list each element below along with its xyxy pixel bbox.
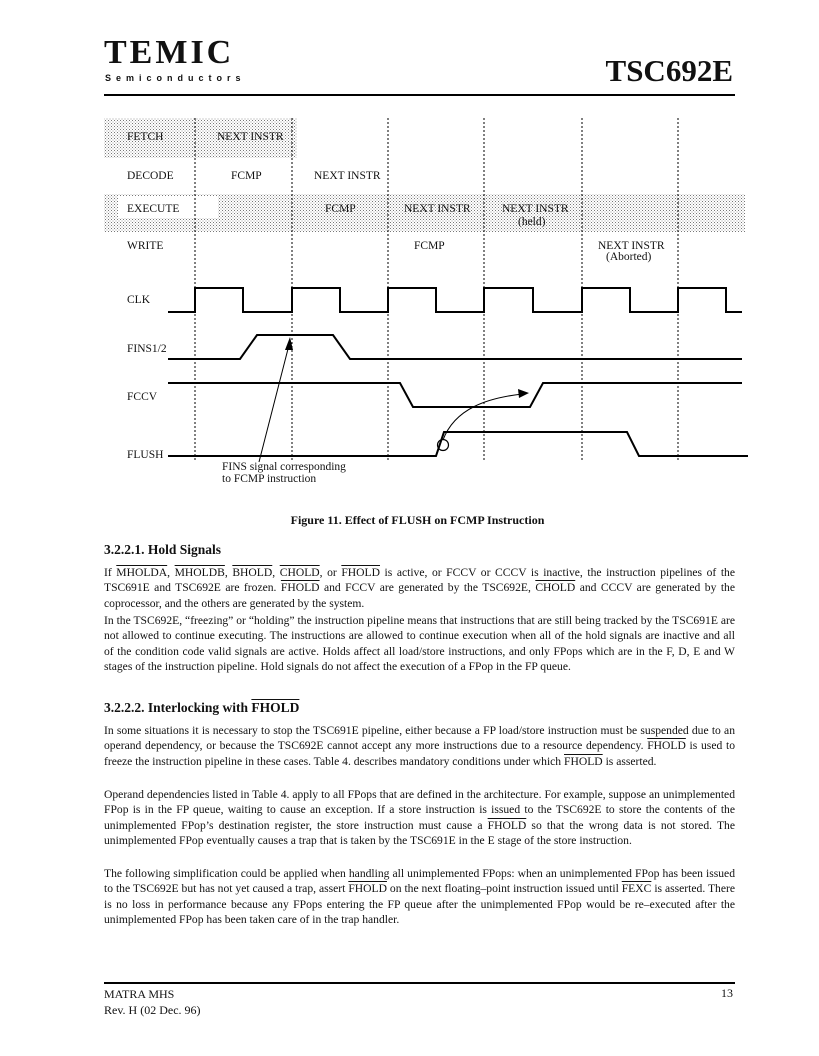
fccv-waveform-high — [168, 383, 742, 407]
execute-cell-1: FCMP — [325, 203, 356, 215]
footer-rule — [104, 982, 735, 984]
figure-caption: Figure 11. Effect of FLUSH on FCMP Instruction — [290, 513, 545, 527]
row-label-decode: DECODE — [127, 170, 174, 182]
signal-fhold: FHOLD — [251, 700, 300, 715]
write-cell-2-note: (Aborted) — [606, 251, 652, 263]
signal-label-fins: FINS1/2 — [127, 343, 167, 355]
signal-mholda: MHOLDA — [116, 566, 168, 579]
page-number: 13 — [721, 986, 733, 1000]
execute-cell-3: NEXT INSTR — [502, 203, 569, 215]
write-cell-2: NEXT INSTR — [598, 240, 665, 252]
clk-waveform — [168, 288, 742, 312]
row-label-write: WRITE — [127, 240, 164, 252]
fins-waveform — [168, 335, 742, 359]
annotation-arrow — [259, 345, 289, 462]
signal-label-fccv: FCCV — [127, 391, 158, 403]
company-logo-subtitle: Semiconductors — [105, 73, 246, 83]
signal-fhold: FHOLD — [280, 581, 320, 595]
signal-label-flush: FLUSH — [127, 449, 164, 461]
row-label-fetch: FETCH — [127, 131, 164, 143]
section-heading-hold-signals: 3.2.2.1. Hold Signals — [104, 542, 222, 557]
paragraph-interlock-1: In some situations it is necessary to stop the TSC691E pipeline, either because a FP load/store instruction must be suspended due to an operand dependency, or because the TSC692E cannot accept any more instructions due to a resource dependency. FHOLD is used to freeze the instruction pipeline in these cases. Table 4. describes mandatory conditions under which FHOLD is asserted. — [104, 724, 735, 768]
document-id: TSC692E — [605, 53, 733, 88]
section-heading-interlocking: 3.2.2.2. Interlocking with FHOLD — [104, 700, 300, 715]
execute-cell-3-note: (held) — [518, 216, 546, 228]
signal-bhold: BHOLD — [232, 566, 273, 579]
flush-waveform — [168, 432, 748, 456]
causality-arrow — [443, 394, 522, 440]
signal-fhold: FHOLD — [647, 739, 686, 753]
arrowhead — [518, 389, 529, 398]
signal-chold: CHOLD — [279, 566, 320, 579]
footer-revision: Rev. H (02 Dec. 96) — [104, 1003, 201, 1017]
execute-cell-2: NEXT INSTR — [404, 203, 471, 215]
signal-fhold: FHOLD — [487, 818, 527, 832]
company-logo: TEMIC — [104, 34, 235, 71]
signal-fhold: FHOLD — [564, 754, 603, 768]
paragraph-hold-1: If MHOLDA, MHOLDB, BHOLD, CHOLD, or FHOLD is active, or FCCV or CCCV is inactive, the instruction pipelines of the TSC691E and TSC692E are frozen. FHOLD and FCCV are generated by the TSC692E, CHOLD and CCCV are generated by the coprocessor, and the others are generated by the system. — [104, 566, 735, 610]
signal-fexc: FEXC — [621, 882, 652, 896]
signal-fhold: FHOLD — [341, 566, 380, 579]
signal-label-clk: CLK — [127, 294, 150, 306]
decode-cell-1: FCMP — [231, 170, 262, 182]
signal-fhold: FHOLD — [348, 882, 387, 896]
paragraph-interlock-2: Operand dependencies listed in Table 4. apply to all FPops that are defined in the architecture. For example, suppose an unimplemented FPop is in the FP queue, waiting to cause an exception. If a store instruction is issued to the TSC692E to store the contents of the unimplemented FPop’s destination register, the store instruction must cause a FHOLD so that the wrong data is not stored. The unimplemented FPop eventually causes a trap that is taken by the TSC691E in the E stage of the store instruction. — [104, 788, 735, 847]
annotation-line-2: to FCMP instruction — [222, 473, 317, 485]
paragraph-interlock-3: The following simplification could be applied when handling all unimplemented FPops: when an unimplemented FPop has been issued to the TSC692E but has not yet caused a trap, assert FHOLD on the next floating–point instruction issued until FEXC is asserted. There is no loss in performance because any FPops entering the FP queue after the unimplemented FPop would be re–executed after the unimplemented FPop has been taken care of in the trap handler. — [104, 867, 735, 926]
signal-mholdb: MHOLDB — [174, 566, 225, 579]
footer-company: MATRA MHS — [104, 987, 175, 1001]
row-label-execute: EXECUTE — [127, 203, 180, 215]
signal-chold: CHOLD — [535, 581, 576, 595]
timing-diagram — [0, 0, 819, 500]
annotation-line-1: FINS signal corresponding — [222, 461, 346, 473]
write-cell-1: FCMP — [414, 240, 445, 252]
paragraph-hold-2: In the TSC692E, “freezing” or “holding” the instruction pipeline means that instructions that are still being tracked by the TSC691E are not allowed to continue executing. The instructions are allowed to continue execution when all of the hold signals are inactive and all of the condition code valid signals are active. Holds affect all load/store instructions, and only FPops which are in the F, D, E and W stages of the instruction pipeline. Hold signals do not affect the execution of a FPop in the FP queue. — [104, 614, 735, 673]
decode-cell-2: NEXT INSTR — [314, 170, 381, 182]
fetch-cell-1: NEXT INSTR — [217, 131, 284, 143]
